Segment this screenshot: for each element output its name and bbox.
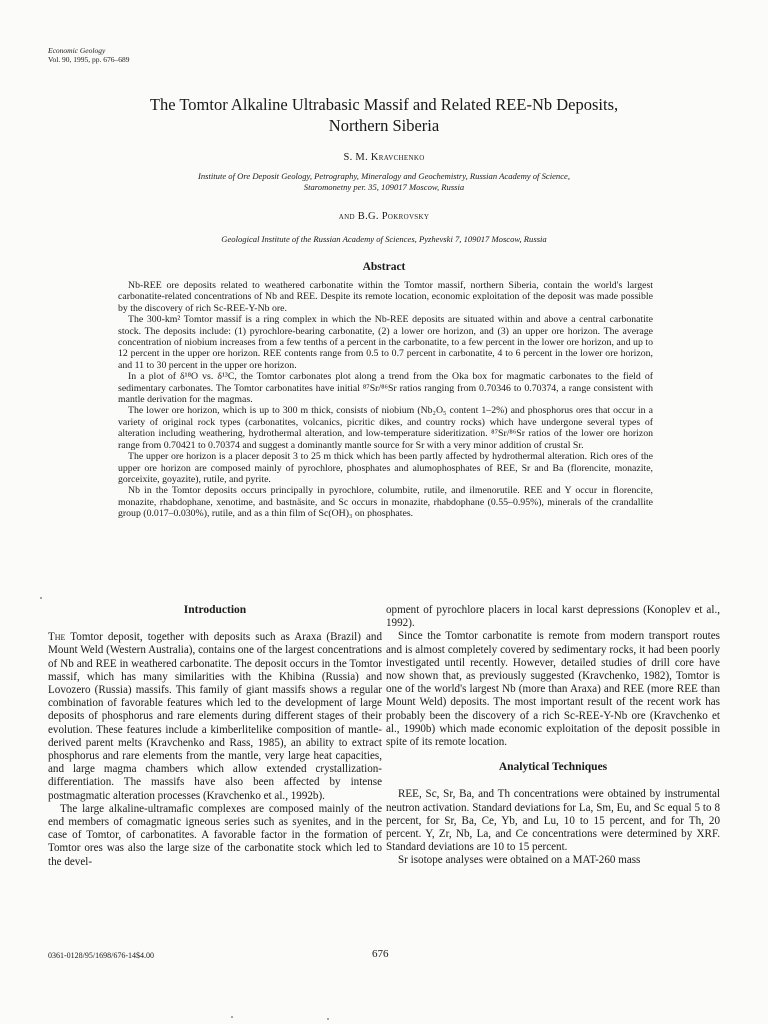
scan-speck — [231, 1016, 233, 1018]
author-2-surname: Pokrovsky — [381, 211, 430, 222]
introduction-heading: Introduction — [183, 604, 247, 616]
abstract-paragraph: The lower ore horizon, which is up to 300 m thick, consists of niobium (Nb₂O₅ content 1–2%) and phosphorus ores that occur in a variety of original rock types (carbonatites, volcanics, picritic dikes, and country rocks) which have undergone several types of alteration including weathering, hydrothermal alteration, and low-temperature sideritization. ⁸⁷Sr/⁸⁶Sr ratios of the lower ore horizon range from 0.70421 to 0.70374 and suggest a dominantly mantle source for Sr with a very minor addition of crustal Sr. — [118, 405, 653, 451]
page-number: 676 — [372, 948, 389, 960]
journal-volume: Vol. 90, 1995, pp. 676–689 — [48, 55, 130, 64]
author-2-prefix: and — [338, 211, 358, 222]
affiliation-1 — [120, 171, 648, 193]
author-2 — [60, 211, 708, 222]
intro-paragraph: Since the Tomtor carbonatite is remote from modern transport routes and is almost completely covered by sedimentary rocks, it had been poorly investigated until recently. However, detailed studies of drill core have now shown that, as previously suggested (Kravchenko, 1982), Tomtor is one of the world's largest Nb (more than Araxa) and REE (more REE than Mount Weld) deposits. The most important result of the recent work has probably been the discovery of a rich Sc-REE-Y-Nb ore (Kravchenko et al., 1990b) which made economic exploitation of the deposit possible in spite of its remote location. — [386, 630, 720, 749]
abstract-heading: Abstract — [362, 261, 406, 273]
footer-code: 0361-0128/95/1698/676-14$4.00 — [48, 951, 154, 960]
journal-header — [48, 46, 130, 64]
left-column — [48, 604, 382, 869]
author-2-initials: B.G. — [357, 211, 382, 222]
intro-paragraph: opment of pyrochlore placers in local karst depressions (Konoplev et al., 1992). — [386, 604, 720, 630]
title-line-1: The Tomtor Alkaline Ultrabasic Massif and Related REE-Nb Deposits, — [149, 95, 619, 114]
intro-paragraph: The large alkaline-ultramafic complexes are composed mainly of the end members of comagmatic igneous series such as syenites, and in the case of Tomtor, of carbonatites. A favorable factor in the formation of Tomtor ores was also the large size of the carbonatite stock which led to the devel- — [48, 802, 382, 868]
analytical-heading: Analytical Techniques — [498, 761, 608, 774]
abstract-paragraph: Nb in the Tomtor deposits occurs principally in pyrochlore, columbite, rutile, and ilmenorutile. REE and Y occur in florencite, monazite, rhabdophane, xenotime, and bastnäsite, and Sc occurs in monazite, rhabdophane (0.55–0.95%), minerals of the crandallite group (0.017–0.030%), rutile, and as a thin film of Sc(OH)₃ on phosphates. — [118, 485, 653, 520]
abstract-paragraph: The 300-km² Tomtor massif is a ring complex in which the Nb-REE deposits are situated within and above a central carbonatite stock. The deposits include: (1) pyrochlore-bearing carbonatite, (2) a lower ore horizon, and (3) an upper ore horizon. The average concentration of niobium increases from a few tenths of a percent in the carbonatite, to a few percent in the lower ore horizon, and up to 12 percent in the upper ore horizon. REE contents range from 0.5 to 0.7 percent in carbonatite, 4 to 6 percent in the lower ore horizon, and 11 to 30 percent in the upper ore horizon. — [118, 314, 653, 371]
affiliation-2: Geological Institute of the Russian Academy of Sciences, Pyzhevski 7, 109017 Moscow, Russia — [221, 234, 547, 244]
analytical-paragraph: REE, Sc, Sr, Ba, and Th concentrations were obtained by instrumental neutron activation. Standard deviations for La, Sm, Eu, and Sc equal 5 to 8 percent, for Sr, Ba, Ce, Yb, and Lu, 10 to 15 percent, and for Th, 20 percent. Y, Zr, Nb, La, and Ce concentrations were determined by XRF. Standard deviations are 10 to 15 percent. — [386, 788, 720, 854]
scan-speck — [40, 597, 42, 599]
intro-lead-word: The — [48, 631, 66, 644]
affiliation-1-line-1: Institute of Ore Deposit Geology, Petrography, Mineralogy and Geochemistry, Russian Academy of Science, — [197, 171, 570, 181]
intro-paragraph — [48, 631, 382, 803]
scan-speck — [327, 1018, 329, 1020]
intro-text: Tomtor deposit, together with deposits such as Araxa (Brazil) and Mount Weld (Western Australia), contains one of the largest concentrations of Nb and REE in weathered carbonatite. The deposit occurs in the Tomtor massif, which has many similarities with the Khibina (Russia) and Lovozero (Russia) massifs. This family of giant massifs shows a regular combination of favorable features which led to the development of large deposits of phosphorus and rare elements during different stages of their evolution. These features include a kimberlitelike composition of mantle-derived parent melts (Kravchenko and Rass, 1985), an ability to extract phosphorus and rare elements from the mantle, very large heat capacities, and large magma chambers which allow extended crystallization-differentiation. The massifs have also been affected by intense postmagmatic alteration processes (Kravchenko et al., 1992b). — [48, 631, 382, 802]
journal-name: Economic Geology — [48, 46, 106, 55]
right-column — [386, 604, 720, 868]
abstract-body — [118, 280, 653, 520]
abstract-paragraph: The upper ore horizon is a placer deposit 3 to 25 m thick which has been partly affected by hydrothermal alteration. Rich ores of the upper ore horizon are composed mainly of pyrochlore, phosphates and alumophosphates of REE, Sr and Ba (florencite, monazite, gorceixite, goyazite), rutile, and pyrite. — [118, 451, 653, 485]
affiliation-1-line-2: Staromonetny per. 35, 109017 Moscow, Russia — [303, 182, 465, 192]
title-line-2: Northern Siberia — [328, 116, 440, 135]
abstract-paragraph: In a plot of δ¹⁸O vs. δ¹³C, the Tomtor carbonates plot along a trend from the Oka box for magmatic carbonates to the field of sedimentary carbonates. The Tomtor carbonatites have initial ⁸⁷Sr/⁸⁶Sr ratios ranging from 0.70346 to 0.70374, a range consistent with mantle derivation for the magmas. — [118, 371, 653, 406]
author-1-initials: S. M. — [343, 152, 371, 163]
author-1 — [60, 152, 708, 163]
abstract-paragraph: Nb-REE ore deposits related to weathered carbonatite within the Tomtor massif, northern Siberia, contain the world's largest carbonatite-related concentrations of Nb and REE. Despite its remote location, economic exploitation of the deposit was made possible by the discovery of rich Sc-REE-Y-Nb ore. — [118, 280, 653, 314]
analytical-paragraph: Sr isotope analyses were obtained on a MAT-260 mass — [398, 854, 641, 867]
paper-title — [60, 94, 708, 136]
author-1-surname: Kravchenko — [370, 152, 425, 163]
